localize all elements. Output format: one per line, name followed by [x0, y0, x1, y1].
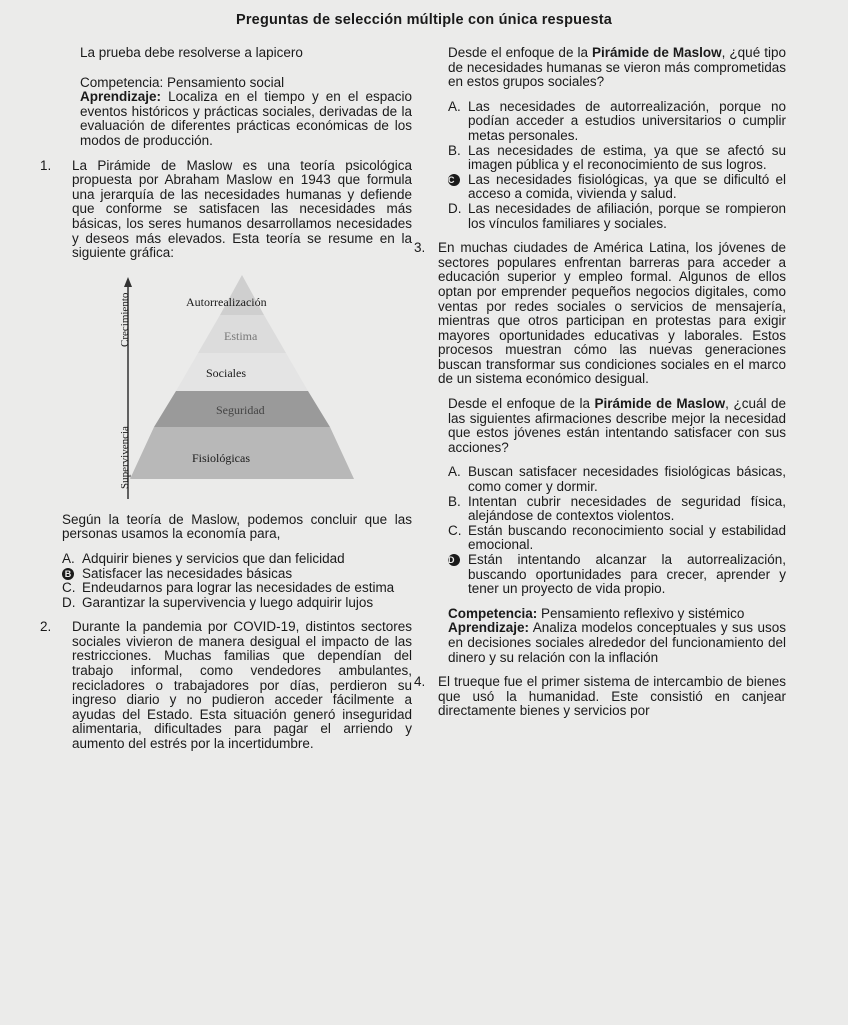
q2-option-b-text: Las necesidades de estima, ya que se afectó su imagen pública y el reconocimiento de sus logros.	[468, 142, 786, 173]
label-sociales: Sociales	[206, 365, 246, 380]
q2-stem-bold: Pirámide de Maslow	[592, 45, 722, 60]
aprendizaje-label: Aprendizaje:	[80, 89, 162, 105]
axis-arrow-icon	[124, 277, 132, 287]
q3-option-c-text: Están buscando reconocimiento social y estabilidad emocional.	[468, 522, 786, 553]
q1-option-d-text: Garantizar la supervivencia y luego adquirir lujos	[82, 594, 374, 610]
question-2-stem	[448, 46, 786, 90]
competencia-2-line	[448, 607, 786, 622]
question-3-text: En muchas ciudades de América Latina, los jóvenes de sectores populares enfrentan barreras para acceder a educación superior y empleo formal. Algunos de ellos optan por emprender pequeños negocios digitales, como ventas por redes sociales o servicios de mensajería, mientras que otros participan en protestas para exigir mayores oportunidades educativas y laborales. Estos procesos muestran cómo las nuevas generaciones buscan transformar sus condiciones sociales en el marco de un sistema económico desigual.	[438, 240, 786, 387]
q3-option-a-letter: A.	[448, 464, 461, 480]
q1-option-a[interactable]	[62, 552, 412, 567]
question-2-number: 2.	[40, 619, 52, 635]
q2-option-d[interactable]	[448, 202, 786, 231]
q1-option-a-letter: A.	[62, 550, 75, 566]
q2-option-d-text: Las necesidades de afiliación, porque se rompieron los vínculos familiares y sociales.	[468, 200, 786, 231]
question-1	[40, 157, 412, 261]
q3-option-c[interactable]	[448, 524, 786, 553]
q1-option-b-marked-icon: B	[62, 568, 74, 580]
q2-option-c[interactable]	[448, 173, 786, 202]
q2-option-c-text: Las necesidades fisiológicas, ya que se dificultó el acceso a comida, vivienda y salud.	[468, 171, 786, 202]
aprendizaje-2-label: Aprendizaje:	[448, 620, 530, 636]
label-autorrealizacion: Autorrealización	[186, 294, 267, 309]
q3-option-b-text: Intentan cubrir necesidades de seguridad física, alejándose de contextos violentos.	[468, 493, 786, 524]
label-estima: Estima	[224, 328, 258, 343]
q3-option-a-text: Buscan satisfacer necesidades fisiológicas básicas, como comer y dormir.	[468, 464, 786, 495]
q3-option-b[interactable]	[448, 495, 786, 524]
q1-option-d-letter: D.	[62, 594, 76, 610]
axis-label-supervivencia: Supervivencia	[119, 425, 131, 489]
competencia-line	[80, 76, 412, 91]
question-3-number: 3.	[414, 240, 426, 256]
label-seguridad: Seguridad	[216, 402, 265, 417]
competencia-2-label: Competencia:	[448, 605, 538, 621]
left-column	[40, 45, 412, 752]
axis-label-crecimiento: Crecimiento	[119, 292, 131, 347]
q2-stem-post: , ¿qué tipo de necesidades humanas se vieron más comprometidas en estos grupos sociales?	[448, 45, 786, 90]
q3-option-d-text: Están intentando alcanzar la autorrealización, buscando oportunidades para crecer, aprender y tener un proyecto de vida propio.	[468, 552, 786, 597]
question-2-text: Durante la pandemia por COVID-19, distintos sectores sociales vivieron de manera desigual el impacto de las restricciones. Muchas familias que dependían del trabajo informal, como vendedores ambulantes, recicladores o trabajadores por días, perdieron su ingreso diario y no pudieron acceder fácilmente a ayudas del Estado. Esta situación generó inseguridad alimentaria, dificultades para pagar el arriendo y aumento del estrés por la incertidumbre.	[72, 619, 412, 752]
q2-stem-pre: Desde el enfoque de la	[448, 45, 593, 60]
page-title: Preguntas de selección múltiple con única respuesta	[235, 12, 613, 28]
q2-option-a-text: Las necesidades de autorrealización, porque no podían acceder a estudios universitarios o cumplir metas personales.	[468, 98, 786, 143]
aprendizaje-text: Localiza en el tiempo y en el espacio eventos históricos y prácticas sociales, derivadas de la evaluación de diferentes prácticas económicas de los modos de producción.	[80, 89, 412, 148]
q1-option-c-text: Endeudarnos para lograr las necesidades de estima	[82, 580, 395, 596]
q3-option-b-letter: B.	[448, 493, 461, 509]
q2-option-b-letter: B.	[448, 142, 461, 158]
q3-stem-post: , ¿cuál de las siguientes afirmaciones describe mejor la necesidad que estos jóvenes están intentando satisfacer con sus acciones?	[448, 396, 787, 455]
question-4	[414, 674, 786, 719]
q1-option-c-letter: C.	[62, 580, 76, 596]
aprendizaje-block	[80, 90, 412, 148]
question-1-number: 1.	[40, 157, 52, 173]
q3-option-a[interactable]	[448, 465, 786, 494]
q1-option-c[interactable]	[62, 581, 412, 596]
competencia-value: : Pensamiento social	[159, 74, 285, 90]
q3-option-d-marked-icon: D	[448, 554, 460, 566]
q3-stem-pre: Desde el enfoque de la	[448, 396, 595, 412]
question-3-stem	[448, 397, 786, 455]
question-3	[414, 240, 786, 387]
aprendizaje-2-block	[448, 621, 786, 665]
q2-option-b[interactable]	[448, 144, 786, 173]
q2-option-a-letter: A.	[448, 98, 461, 114]
question-4-number: 4.	[414, 674, 426, 690]
question-4-text: El trueque fue el primer sistema de intercambio de bienes que usó la humanidad. Este consistió en canjear directamente bienes y servicios por	[438, 674, 786, 719]
maslow-pyramid	[62, 267, 412, 517]
q1-option-b-text: Satisfacer las necesidades básicas	[82, 565, 293, 581]
question-2	[40, 619, 412, 752]
competencia-label: Competencia	[80, 74, 160, 90]
question-1-text: La Pirámide de Maslow es una teoría psicológica propuesta por Abraham Maslow en 1943 que formula una jerarquía de las necesidades humanas y defiende que conforme se satisfacen las necesidades más básicas, los seres humanos desarrollamos necesidades y deseos más elevados. Esta teoría se resume en la siguiente gráfica:	[72, 157, 412, 261]
question-1-stem: Según la teoría de Maslow, podemos concluir que las personas usamos la economía para,	[62, 511, 412, 542]
q3-option-c-letter: C.	[448, 522, 462, 538]
q3-option-d[interactable]	[448, 553, 786, 597]
q2-option-c-marked-icon: C	[448, 174, 460, 186]
instruction-text: La prueba debe resolverse a lapicero	[80, 45, 303, 60]
q3-stem-bold: Pirámide de Maslow	[594, 396, 726, 412]
right-column	[414, 45, 787, 719]
q1-option-d[interactable]	[62, 596, 412, 611]
label-fisiologicas: Fisiológicas	[192, 450, 251, 465]
q2-option-d-letter: D.	[448, 200, 462, 216]
q1-option-a-text: Adquirir bienes y servicios que dan felicidad	[82, 550, 345, 566]
competencia-2-value: Pensamiento reflexivo y sistémico	[541, 605, 745, 621]
q1-option-b[interactable]	[62, 567, 412, 582]
q2-option-a[interactable]	[448, 100, 786, 144]
aprendizaje-2-text: Analiza modelos conceptuales y sus usos en decisiones sociales alrededor del funcionamiento del dinero y su relación con la inflación	[448, 620, 786, 665]
